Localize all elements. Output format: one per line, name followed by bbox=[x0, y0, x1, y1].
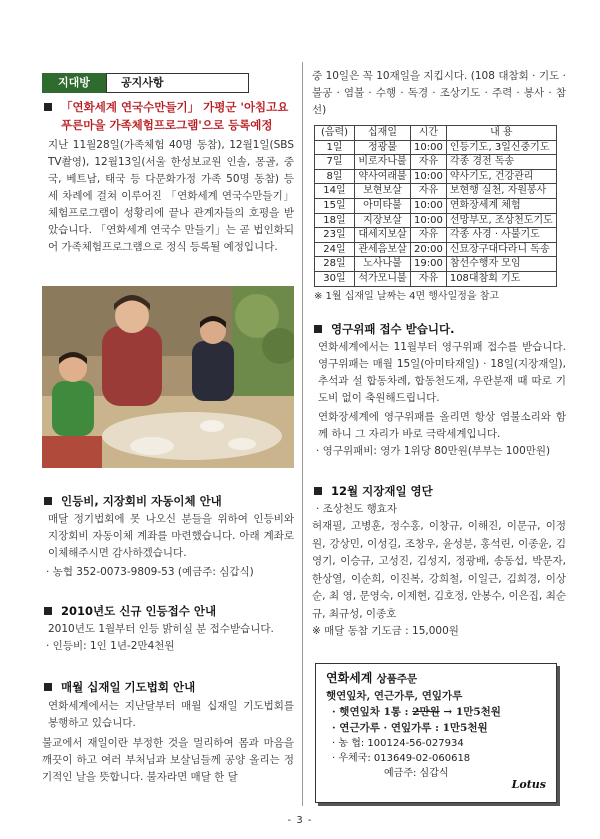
section-header bbox=[42, 73, 249, 93]
schedule-cell: 각종 사경 · 사불기도 bbox=[446, 228, 556, 243]
ten-days-section bbox=[42, 678, 294, 786]
ten-days-body1: 연화세계에서는 지난달부터 매월 십재일 기도법회를 봉행하고 있습니다. bbox=[48, 700, 294, 730]
schedule-cell: 보현행 실천, 자원봉사 bbox=[446, 184, 556, 199]
donors-sub: · 조상천도 행효자 bbox=[316, 503, 398, 516]
schedule-cell: 대세지보살 bbox=[355, 228, 411, 243]
header-title: 공지사항 bbox=[106, 73, 249, 93]
lamp-section bbox=[42, 602, 294, 655]
schedule-cell: 23일 bbox=[315, 228, 355, 243]
schedule-cell: 신묘장구대다라니 독송 bbox=[446, 242, 556, 257]
schedule-cell: 아미타불 bbox=[355, 198, 411, 213]
autotransfer-section bbox=[42, 492, 294, 581]
bullet-square-icon bbox=[314, 325, 322, 333]
tablet-body1: 연화세계에서는 11월부터 영구위패 접수를 받습니다. 영구위패는 매월 15일(아미타재일) · 18일(지장재일), 추석과 설 합동차례, 합동천도재, 우란분재 때 따로 기도비 없이 축원해드립니다. bbox=[318, 341, 566, 405]
noodle-photo bbox=[42, 286, 294, 468]
schedule-cell: 약사기도, 건강관리 bbox=[446, 169, 556, 184]
schedule-cell: 15일 bbox=[315, 198, 355, 213]
old-price: 2만원 bbox=[412, 706, 440, 718]
noodle-body: 지난 11월28일(가족체험 40명 동참), 12월1일(SBS TV촬영), 12월13일(서울 한성보교원 인솔, 몽골, 중국, 베트남, 태국 등 다문화가정 가족 50명 동참) 등 세 차례에 걸쳐 이루어진 「연화세계 연국수만들기」 체험프로그램이 성황리에 끝나 관계자들의 호평을 받았습니다. 「연화세계 연국수 만들기」는 곧 법인화되어 가족체험프로그램으로 정식 등록될 예정입니다. bbox=[48, 138, 294, 253]
schedule-cell: 18일 bbox=[315, 213, 355, 228]
order-bank: · 농 협: 100124-56-027934 bbox=[332, 738, 464, 749]
donors-title-text: 12월 지장재일 영단 bbox=[331, 484, 433, 498]
schedule-cell: 14일 bbox=[315, 184, 355, 199]
order-line3: · 연근가루 · 연잎가루 : 1만5천원 bbox=[332, 722, 488, 734]
bullet-square-icon bbox=[44, 683, 52, 691]
donors-total: ※ 매달 동참 기도금 : 15,000원 bbox=[312, 624, 459, 637]
schedule-cell: 자유 bbox=[411, 271, 447, 286]
schedule-row bbox=[315, 257, 557, 272]
schedule-row bbox=[315, 184, 557, 199]
schedule-header-cell: 십재일 bbox=[355, 126, 411, 141]
order-line1: 햇연잎차, 연근가루, 연잎가루 bbox=[326, 690, 463, 702]
photo-illustration bbox=[42, 286, 294, 468]
ten-days-continued bbox=[312, 68, 566, 119]
schedule-note: ※ 1월 십재일 날짜는 4면 행사일정을 참고 bbox=[314, 290, 500, 302]
tablet-title bbox=[312, 320, 566, 338]
schedule-cell: 자유 bbox=[411, 155, 447, 170]
schedule-row bbox=[315, 242, 557, 257]
schedule-cell: 10:00 bbox=[411, 140, 447, 155]
donors-title bbox=[312, 482, 566, 500]
schedule-cell: 10:00 bbox=[411, 169, 447, 184]
ten-days-title-text: 매월 십재일 기도법회 안내 bbox=[61, 680, 196, 694]
schedule-cell: 10:00 bbox=[411, 213, 447, 228]
bullet-square-icon bbox=[44, 607, 52, 615]
lamp-title-text: 2010년도 신규 인등접수 안내 bbox=[61, 604, 217, 618]
donors-section bbox=[312, 482, 566, 640]
schedule-cell: 지장보살 bbox=[355, 213, 411, 228]
autotransfer-account: · 농협 352-0073-9809-53 (예금주: 심갑식) bbox=[46, 566, 254, 579]
schedule-header-cell: 시간 bbox=[411, 126, 447, 141]
schedule-cell: 석가모니불 bbox=[355, 271, 411, 286]
schedule-cell: 28일 bbox=[315, 257, 355, 272]
schedule-cell: 보현보살 bbox=[355, 184, 411, 199]
bullet-square-icon bbox=[44, 497, 52, 505]
schedule-table-block bbox=[314, 125, 564, 305]
schedule-row bbox=[315, 198, 557, 213]
schedule-row bbox=[315, 213, 557, 228]
donors-names: 허재필, 고병훈, 정수홍, 이창규, 이해진, 이문규, 이정원, 강상민, 이성길, 조창우, 윤성분, 홍석린, 이종윤, 김영기, 이승규, 고성진, 김성지, 정광배, 송동섭, 박문자, 한상열, 이순희, 이진복, 강희철, 이일근, 김희경, 이상순, 최 영, 문영숙, 이제현, 김호정, 안봉수, 이은집, 최순규, 최규성, 이종호 bbox=[312, 520, 566, 620]
noodle-section bbox=[42, 98, 294, 256]
bullet-square-icon bbox=[44, 103, 52, 111]
schedule-row bbox=[315, 140, 557, 155]
tablet-body2: 연화장세계에 영구위패를 올리면 항상 염불소리와 함께 하니 그 자리가 바로 극락세계입니다. bbox=[318, 411, 566, 441]
schedule-cell: 비로자나불 bbox=[355, 155, 411, 170]
order-title-main: 연화세계 bbox=[326, 671, 373, 685]
schedule-cell: 자유 bbox=[411, 228, 447, 243]
schedule-cell: 7일 bbox=[315, 155, 355, 170]
order-line2: · 햇연잎차 1통 : 2만원 → 1만5천원 bbox=[332, 706, 501, 718]
lotus-logo: Lotus bbox=[511, 778, 546, 792]
schedule-cell: 108대참회 기도 bbox=[446, 271, 556, 286]
schedule-cell: 8일 bbox=[315, 169, 355, 184]
schedule-header-row bbox=[315, 126, 557, 141]
schedule-row bbox=[315, 155, 557, 170]
schedule-cell: 30일 bbox=[315, 271, 355, 286]
header-tag: 지대방 bbox=[42, 73, 106, 93]
tablet-title-text: 영구위패 접수 받습니다. bbox=[331, 322, 455, 336]
schedule-cell: 각종 경전 독송 bbox=[446, 155, 556, 170]
schedule-header-cell: 내 용 bbox=[446, 126, 556, 141]
schedule-cell: 24일 bbox=[315, 242, 355, 257]
autotransfer-title bbox=[42, 492, 294, 510]
order-title bbox=[326, 670, 546, 688]
tablet-section bbox=[312, 320, 566, 460]
schedule-header-cell: (음력) bbox=[315, 126, 355, 141]
column-divider bbox=[302, 62, 303, 806]
ten-days-title bbox=[42, 678, 294, 696]
order-title-sub: 상품주문 bbox=[376, 673, 418, 685]
schedule-cell: 연화장세계 체험 bbox=[446, 198, 556, 213]
schedule-cell: 10:00 bbox=[411, 198, 447, 213]
schedule-table bbox=[314, 125, 557, 287]
ten-days-body2-part2: 중 10일은 꼭 10재일을 지킵시다. (108 대참회 · 기도 · 불공 · 염불 · 수행 · 독경 · 조상기도 · 주력 · 봉사 · 참선) bbox=[312, 70, 566, 116]
noodle-title bbox=[42, 98, 294, 135]
ten-days-body2-part1: 불교에서 재일이란 부정한 것을 멀리하여 몸과 마음을 깨끗이 하고 여러 부처님과 보살님들께 공양 올리는 정기적인 날을 뜻합니다. 불자라면 매달 한 달 bbox=[42, 737, 294, 784]
schedule-cell: 인등기도, 3일신중기도 bbox=[446, 140, 556, 155]
schedule-row bbox=[315, 169, 557, 184]
schedule-cell: 선망부모, 조상천도기도 bbox=[446, 213, 556, 228]
schedule-row bbox=[315, 228, 557, 243]
bullet-square-icon bbox=[314, 487, 322, 495]
autotransfer-title-text: 인등비, 지장회비 자동이체 안내 bbox=[61, 494, 222, 508]
noodle-title-rest: 가평군 '아침고요푸른마을 가족체험프로그램'으로 등록예정 bbox=[61, 100, 289, 133]
schedule-cell: 참선수행자 모임 bbox=[446, 257, 556, 272]
lamp-body: 2010년도 1월부터 인등 밝히실 분 접수받습니다. bbox=[48, 623, 274, 636]
autotransfer-body: 매달 정기법회에 못 나오신 분들을 위하여 인등비와 지장회비 자동이체 계좌를 마련했습니다. 아래 계좌로 이체해주시면 감사하겠습니다. bbox=[48, 513, 294, 560]
noodle-title-quote: 「연화세계 연국수만들기」 bbox=[61, 100, 200, 114]
lamp-fee: · 인등비: 1인 1년-2만4천원 bbox=[46, 640, 175, 653]
schedule-cell: 1일 bbox=[315, 140, 355, 155]
page-number: - 3 - bbox=[287, 815, 313, 826]
order-holder: 예금주: 심갑식 bbox=[384, 768, 449, 779]
schedule-cell: 19:00 bbox=[411, 257, 447, 272]
tablet-fee: · 영구위패비: 영가 1위당 80만원(부부는 100만원) bbox=[316, 445, 551, 458]
schedule-cell: 노사나불 bbox=[355, 257, 411, 272]
schedule-cell: 관세음보살 bbox=[355, 242, 411, 257]
schedule-cell: 정광불 bbox=[355, 140, 411, 155]
schedule-cell: 20:00 bbox=[411, 242, 447, 257]
schedule-cell: 자유 bbox=[411, 184, 447, 199]
schedule-row bbox=[315, 271, 557, 286]
schedule-cell: 약사여래불 bbox=[355, 169, 411, 184]
lamp-title bbox=[42, 602, 294, 620]
order-box bbox=[315, 663, 557, 803]
order-post: · 우체국: 013649-02-060618 bbox=[332, 753, 471, 764]
